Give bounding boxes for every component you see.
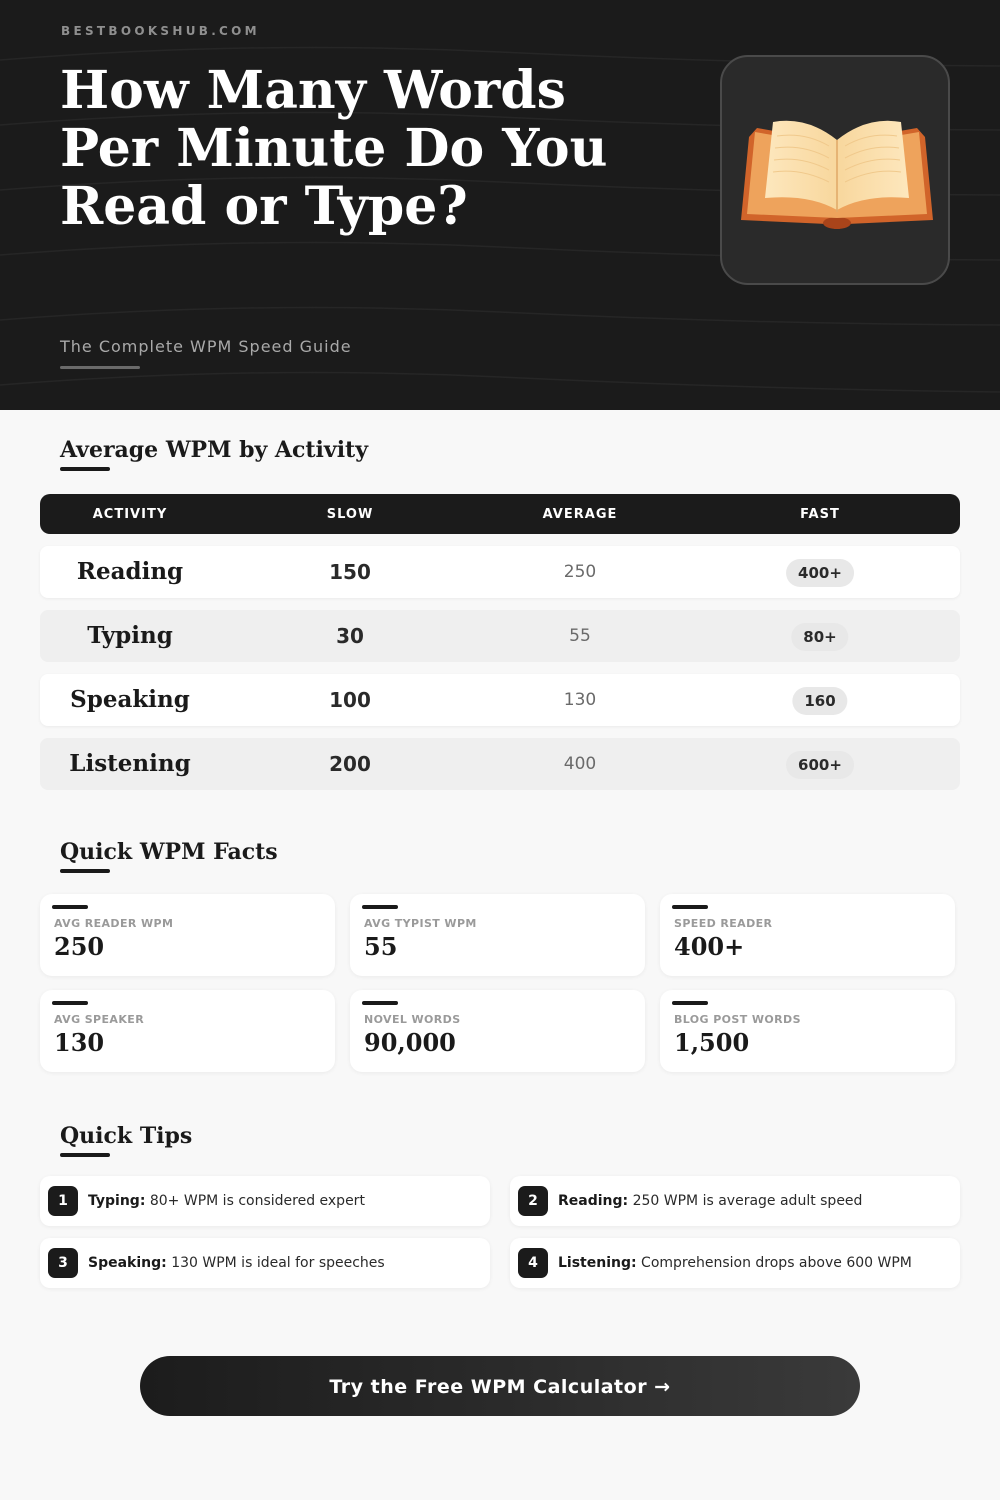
section-title-quick-tips: Quick Tips xyxy=(60,1123,193,1149)
fact-card-accent xyxy=(362,905,398,909)
tip-item xyxy=(40,1238,490,1288)
column-header-fast: FAST xyxy=(800,507,840,522)
cell-fast-badge: 600+ xyxy=(786,751,854,779)
tip-text xyxy=(88,1238,385,1288)
table-row-typing xyxy=(40,610,960,662)
cell-activity: Listening xyxy=(69,750,191,777)
tip-item xyxy=(510,1176,960,1226)
fact-value: 250 xyxy=(54,932,105,961)
cell-slow: 30 xyxy=(336,624,364,648)
cell-average: 130 xyxy=(563,690,597,710)
fact-label: BLOG POST WORDS xyxy=(674,1013,801,1026)
open-book-icon xyxy=(737,102,937,242)
cell-average: 400 xyxy=(563,754,597,774)
page-title: How Many Words Per Minute Do You Read or Type? xyxy=(60,60,608,237)
cell-fast-badge: 160 xyxy=(792,687,847,715)
cell-slow: 150 xyxy=(329,560,371,584)
tip-item xyxy=(510,1238,960,1288)
tip-body: Comprehension drops above 600 WPM xyxy=(636,1255,912,1271)
cell-slow: 200 xyxy=(329,752,371,776)
cell-activity: Typing xyxy=(87,622,173,649)
fact-card-accent xyxy=(672,1001,708,1005)
fact-card-accent xyxy=(52,905,88,909)
cell-average: 250 xyxy=(563,562,597,582)
fact-value: 130 xyxy=(54,1028,105,1057)
fact-value: 90,000 xyxy=(364,1028,456,1057)
tip-number-badge: 1 xyxy=(48,1186,78,1216)
section-title-quick-facts: Quick WPM Facts xyxy=(60,839,278,865)
fact-card-accent xyxy=(362,1001,398,1005)
tip-text xyxy=(558,1176,862,1226)
fact-value: 400+ xyxy=(674,932,745,961)
wpm-calculator-cta-button[interactable]: Try the Free WPM Calculator → xyxy=(140,1356,860,1416)
tip-label: Reading: xyxy=(558,1193,629,1209)
table-row-speaking xyxy=(40,674,960,726)
fact-label: AVG TYPIST WPM xyxy=(364,917,477,930)
fact-card xyxy=(350,990,645,1072)
tip-number-badge: 3 xyxy=(48,1248,78,1278)
table-header xyxy=(40,494,960,534)
fact-label: SPEED READER xyxy=(674,917,773,930)
tip-item xyxy=(40,1176,490,1226)
fact-card xyxy=(40,990,335,1072)
section-title-average-wpm: Average WPM by Activity xyxy=(60,437,368,463)
tip-number-badge: 2 xyxy=(518,1186,548,1216)
tip-text xyxy=(88,1176,365,1226)
tip-label: Typing: xyxy=(88,1193,146,1209)
page-subtitle: The Complete WPM Speed Guide xyxy=(60,337,352,356)
fact-value: 55 xyxy=(364,932,398,961)
brand-name: BESTBOOKSHUB.COM xyxy=(61,24,260,38)
fact-value: 1,500 xyxy=(674,1028,750,1057)
book-icon-card xyxy=(720,55,950,285)
fact-card xyxy=(40,894,335,976)
tip-body: 250 WPM is average adult speed xyxy=(628,1193,863,1209)
table-row-reading xyxy=(40,546,960,598)
cell-average: 55 xyxy=(569,626,591,646)
section-underline xyxy=(60,467,110,471)
fact-card-accent xyxy=(672,905,708,909)
column-header-average: AVERAGE xyxy=(542,507,618,522)
cell-fast-badge: 400+ xyxy=(786,559,854,587)
section-underline xyxy=(60,1153,110,1157)
tip-label: Speaking: xyxy=(88,1255,167,1271)
tip-label: Listening: xyxy=(558,1255,637,1271)
tip-number-badge: 4 xyxy=(518,1248,548,1278)
fact-card xyxy=(660,990,955,1072)
fact-card xyxy=(660,894,955,976)
tip-body: 130 WPM is ideal for speeches xyxy=(166,1255,385,1271)
subtitle-underline xyxy=(60,366,140,369)
fact-label: AVG SPEAKER xyxy=(54,1013,145,1026)
tip-body: 80+ WPM is considered expert xyxy=(145,1193,365,1209)
cell-activity: Reading xyxy=(76,558,184,585)
cell-fast-badge: 80+ xyxy=(791,623,848,651)
fact-card-accent xyxy=(52,1001,88,1005)
hero-banner xyxy=(0,0,1000,410)
fact-card xyxy=(350,894,645,976)
tip-text xyxy=(558,1238,912,1288)
cell-activity: Speaking xyxy=(70,686,190,713)
column-header-activity: ACTIVITY xyxy=(92,507,168,522)
fact-label: AVG READER WPM xyxy=(54,917,174,930)
cell-slow: 100 xyxy=(329,688,371,712)
section-underline xyxy=(60,869,110,873)
table-row-listening xyxy=(40,738,960,790)
column-header-slow: SLOW xyxy=(326,507,374,522)
fact-label: NOVEL WORDS xyxy=(364,1013,461,1026)
